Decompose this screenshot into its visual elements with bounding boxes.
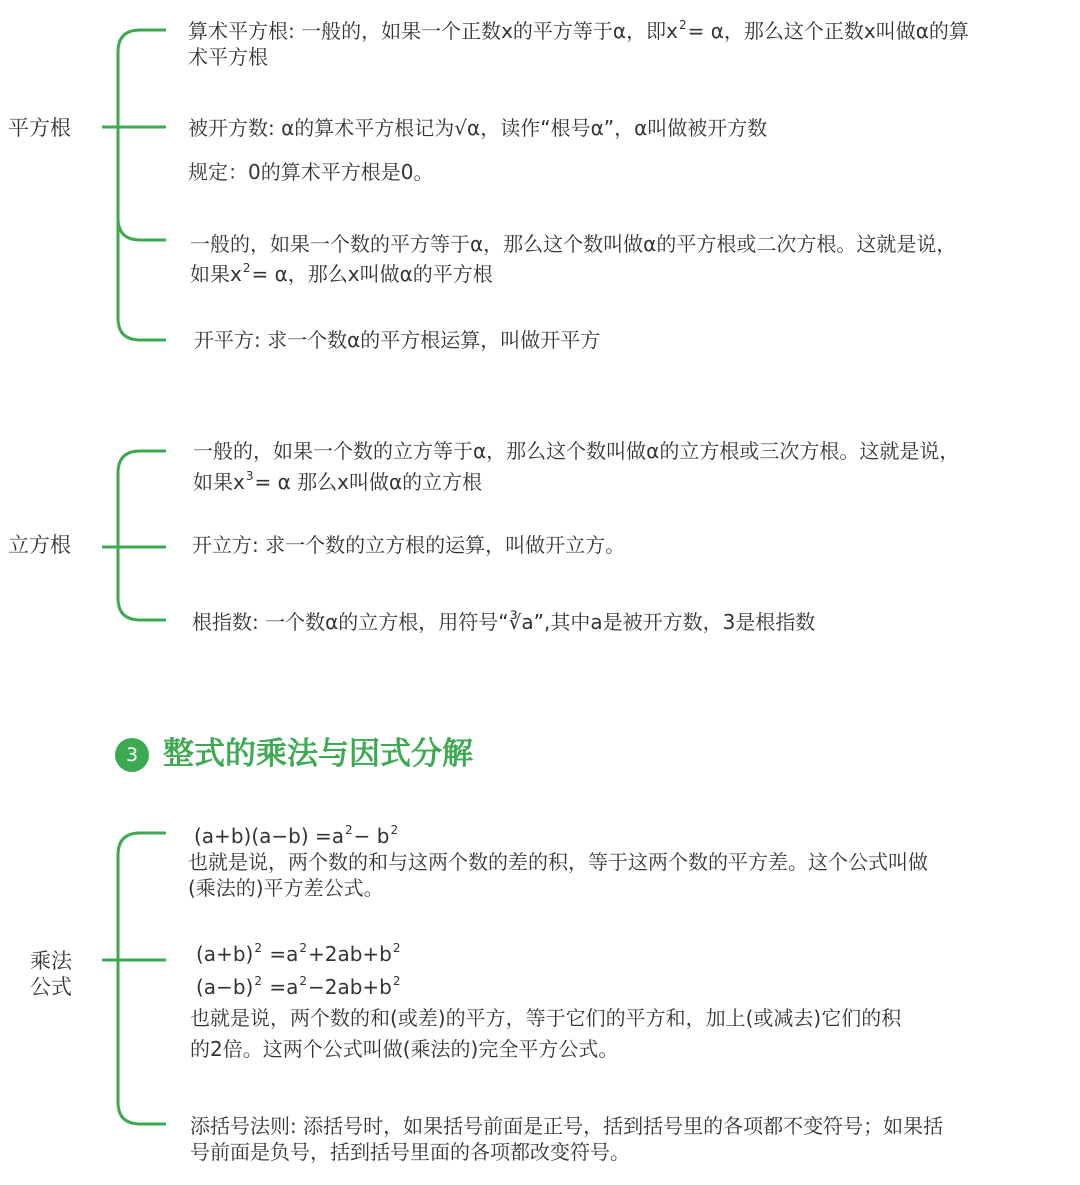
superscript: 2 (299, 974, 307, 988)
text: 算术平方根: 一般的，如果一个正数x的平方等于α，即x (188, 19, 678, 43)
bracket-rule-line1: 添括号法则: 添括号时，如果括号前面是正号，括到括号里的各项都不变符号；如果括 (190, 1114, 944, 1138)
superscript: 2 (299, 941, 307, 955)
text: (a+b)(a−b) =a (194, 824, 344, 848)
difference-of-squares-formula (194, 823, 399, 849)
text: (a−b) (196, 975, 254, 999)
square-root-item-1-line2: 术平方根 (188, 45, 268, 69)
section-heading: 整式的乘法与因式分解 (163, 736, 473, 772)
square-root-item-5: 开平方: 求一个数α的平方根运算，叫做开平方 (194, 328, 601, 352)
brace-square-root-branch (118, 218, 166, 240)
superscript: 2 (392, 974, 401, 988)
text: +2ab+b (307, 942, 392, 966)
square-root-item-4-line2 (190, 261, 493, 287)
superscript: 2 (345, 823, 353, 837)
text: (a+b) (196, 942, 254, 966)
bracket-rule-line2: 号前面是负号，括到括号里面的各项都改变符号。 (190, 1140, 630, 1164)
cube-root-item-2: 开立方: 求一个数的立方根的运算，叫做开立方。 (192, 533, 626, 557)
text: =a (262, 975, 299, 999)
label-line: 公式 (30, 975, 72, 999)
text: 如果x (193, 470, 245, 494)
cube-root-item-3: 根指数: 一个数α的立方根，用符号“∛a”,其中a是被开方数，3是根指数 (192, 610, 816, 634)
perfect-square-line4: 的2倍。这两个公式叫做(乘法的)完全平方公式。 (190, 1037, 619, 1061)
brace-multiplication (118, 833, 166, 1124)
text: −2ab+b (307, 975, 392, 999)
section-cube-root-label: 立方根 (8, 533, 71, 557)
brace-square-root (118, 30, 166, 340)
text: = α，那么x叫做α的平方根 (251, 262, 493, 286)
cube-root-item-1-line1: 一般的，如果一个数的立方等于α，那么这个数叫做α的立方根或三次方根。这就是说， (193, 439, 960, 463)
difference-of-squares-line2: 也就是说，两个数的和与这两个数的差的积，等于这两个数的平方差。这个公式叫做 (188, 850, 928, 874)
square-root-item-2: 被开方数: α的算术平方根记为√α，读作“根号α”，α叫做被开方数 (188, 116, 768, 140)
brace-cube-root (118, 451, 166, 620)
superscript: 2 (392, 941, 401, 955)
section-number-badge: 3 (115, 738, 149, 772)
superscript: 3 (245, 469, 254, 483)
section-square-root-label: 平方根 (8, 116, 71, 140)
square-root-item-3: 规定：0的算术平方根是0。 (188, 160, 434, 184)
text: − b (353, 824, 390, 848)
cube-root-item-1-line2 (193, 469, 482, 495)
label-line: 乘法 (30, 949, 72, 973)
superscript: 2 (242, 261, 251, 275)
superscript: 2 (390, 823, 399, 837)
perfect-square-line3: 也就是说，两个数的和(或差)的平方，等于它们的平方和，加上(或减去)它们的积 (190, 1006, 902, 1030)
text: =a (262, 942, 299, 966)
text: 如果x (190, 262, 242, 286)
difference-of-squares-line3: (乘法的)平方差公式。 (188, 876, 384, 900)
superscript: 2 (254, 974, 262, 988)
perfect-square-sum-formula (196, 941, 402, 967)
square-root-item-1 (188, 18, 969, 44)
square-root-item-4-line1: 一般的，如果一个数的平方等于α，那么这个数叫做α的平方根或二次方根。这就是说， (190, 232, 957, 256)
text: = α，那么这个正数x叫做α的算 (687, 19, 969, 43)
section-multiplication-label (30, 948, 72, 1000)
superscript: 2 (254, 941, 262, 955)
superscript: 2 (678, 18, 687, 32)
text: = α 那么x叫做α的立方根 (254, 470, 483, 494)
perfect-square-difference-formula (196, 974, 402, 1000)
